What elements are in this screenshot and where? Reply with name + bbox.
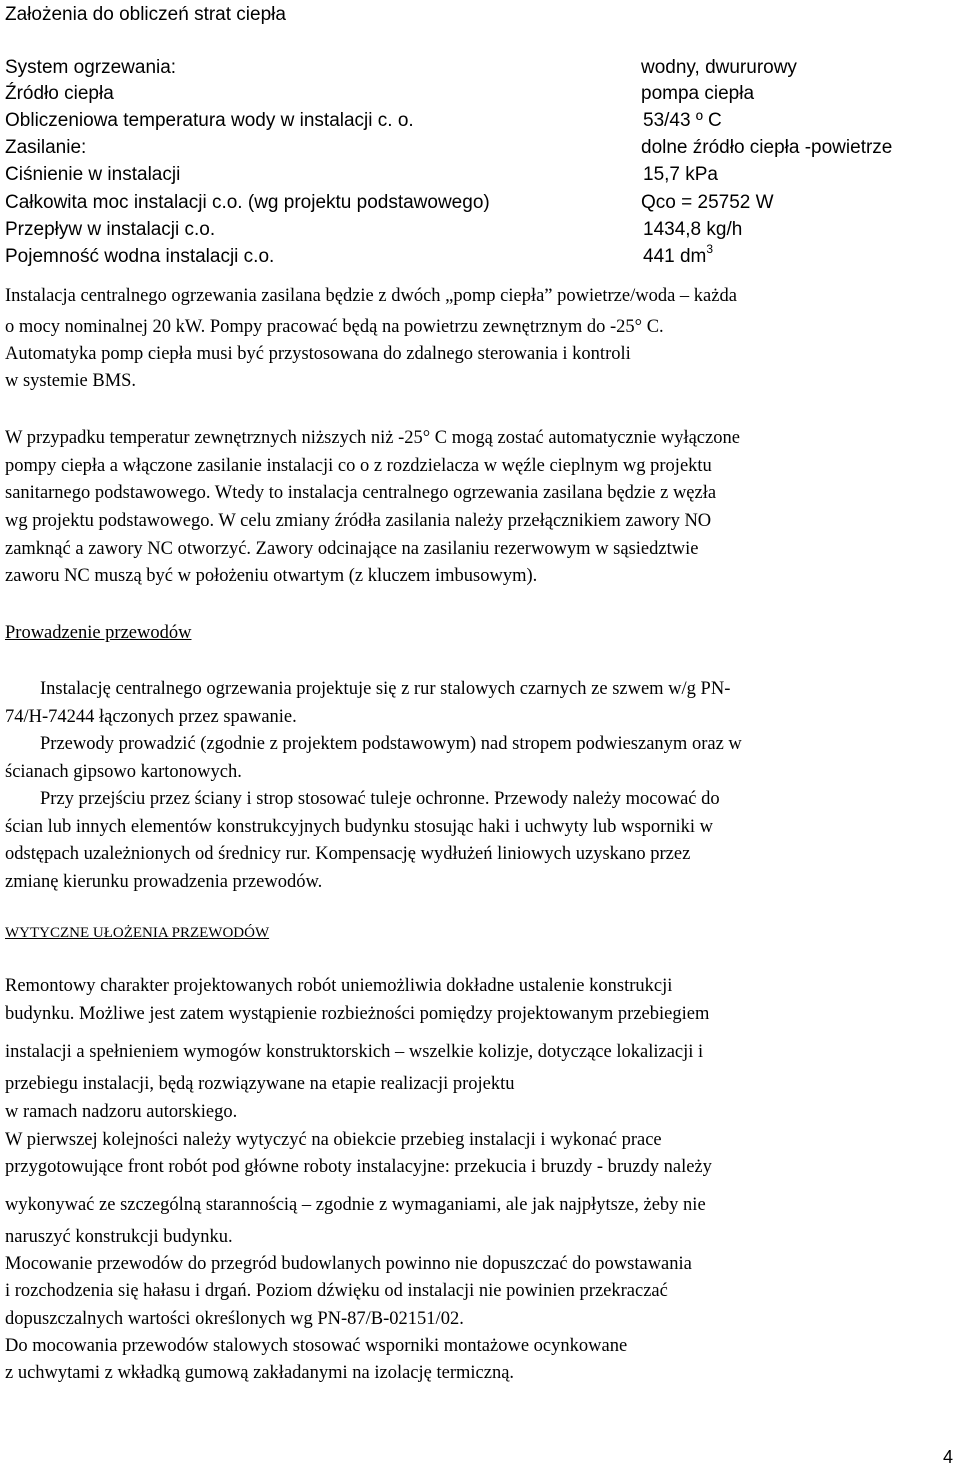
- text-line: zmianę kierunku prowadzenia przewodów.: [5, 872, 323, 892]
- param-label: Źródło ciepła: [5, 83, 114, 104]
- page-number: 4: [943, 1447, 954, 1467]
- param-value: dolne źródło ciepła -powietrze: [641, 137, 893, 158]
- text-line: 74/H-74244 łączonych przez spawanie.: [5, 707, 297, 727]
- text-line: zaworu NC muszą być w położeniu otwartym (z kluczem imbusowym).: [5, 566, 538, 586]
- text-line: i rozchodzenia się hałasu i drgań. Poziom dźwięku od instalacji nie powinien przekraczać: [5, 1281, 668, 1301]
- text-line: wykonywać ze szczególną starannością – zgodnie z wymaganiami, ale jak najpłytsze, żeby nie: [5, 1195, 706, 1215]
- text-line: W pierwszej kolejności należy wytyczyć na obiekcie przebieg instalacji i wykonać prace: [5, 1130, 662, 1150]
- text-line: budynku. Możliwe jest zatem wystąpienie rozbieżności pomiędzy projektowanym przebiegiem: [5, 1004, 710, 1024]
- superscript: 3: [706, 242, 714, 256]
- text-line: zamknąć a zawory NC otworzyć. Zawory odcinające na zasilaniu rezerwowym w sąsiedztwie: [5, 539, 699, 559]
- text-line: w systemie BMS.: [5, 371, 137, 391]
- text-line: W przypadku temperatur zewnętrznych niższych niż -25° C mogą zostać automatycznie wyłączone: [5, 428, 740, 448]
- text-line: przygotowujące front robót pod główne roboty instalacyjne: przekucia i bruzdy - bruzdy należy: [5, 1157, 712, 1177]
- param-label: Obliczeniowa temperatura wody w instalacji c. o.: [5, 110, 414, 131]
- section-title-piping: Prowadzenie przewodów: [5, 623, 192, 643]
- section-title-guidelines: WYTYCZNE UŁOŻENIA PRZEWODÓW: [5, 925, 270, 941]
- text-line: o mocy nominalnej 20 kW. Pompy pracować będą na powietrzu zewnętrznym do -25° C.: [5, 317, 664, 337]
- param-label: Całkowita moc instalacji c.o. (wg projektu podstawowego): [5, 192, 490, 213]
- param-label: System ogrzewania:: [5, 57, 177, 78]
- param-label: Ciśnienie w instalacji: [5, 164, 181, 185]
- text-line: Instalacja centralnego ogrzewania zasilana będzie z dwóch „pomp ciepła” powietrze/woda – każda: [5, 286, 737, 306]
- text-line: przebiegu instalacji, będą rozwiązywane na etapie realizacji projektu: [5, 1074, 515, 1094]
- param-value: 1434,8 kg/h: [643, 219, 743, 240]
- text-line: Mocowanie przewodów do przegród budowlanych powinno nie dopuszczać do powstawania: [5, 1254, 692, 1274]
- text-line: Instalację centralnego ogrzewania projektuje się z rur stalowych czarnych ze szwem w/g PN-: [40, 679, 731, 699]
- param-value: 15,7 kPa: [643, 164, 718, 185]
- param-value: Qco = 25752 W: [641, 192, 774, 213]
- text-line: Przy przejściu przez ściany i strop stosować tuleje ochronne. Przewody należy mocować do: [40, 789, 720, 809]
- text-line: sanitarnego podstawowego. Wtedy to instalacja centralnego ogrzewania zasilana będzie z węzła: [5, 483, 717, 503]
- param-label: Przepływ w instalacji c.o.: [5, 219, 216, 240]
- text-line: w ramach nadzoru autorskiego.: [5, 1102, 238, 1122]
- text-line: Automatyka pomp ciepła musi być przystosowana do zdalnego sterowania i kontroli: [5, 344, 631, 364]
- param-value: [643, 242, 714, 267]
- param-value-text: 441 dm: [643, 246, 707, 267]
- page-heading: Założenia do obliczeń strat ciepła: [5, 4, 286, 25]
- text-line: ścianach gipsowo kartonowych.: [5, 762, 242, 782]
- text-line: instalacji a spełnieniem wymogów konstruktorskich – wszelkie kolizje, dotyczące lokalizacji i: [5, 1042, 704, 1062]
- text-line: wg projektu podstawowego. W celu zmiany źródła zasilania należy przełącznikiem zawory NO: [5, 511, 712, 531]
- param-value: wodny, dwururowy: [641, 57, 797, 78]
- text-line: odstępach uzależnionych od średnicy rur. Kompensację wydłużeń liniowych uzyskano przez: [5, 844, 691, 864]
- param-value: 53/43 º C: [643, 110, 722, 131]
- text-line: Remontowy charakter projektowanych robót uniemożliwia dokładne ustalenie konstrukcji: [5, 976, 673, 996]
- param-value: pompa ciepła: [641, 83, 755, 104]
- text-line: Przewody prowadzić (zgodnie z projektem podstawowym) nad stropem podwieszanym oraz w: [40, 734, 742, 754]
- param-label: Pojemność wodna instalacji c.o.: [5, 246, 275, 267]
- text-line: ścian lub innych elementów konstrukcyjnych budynku stosując haki i uchwyty lub wsporniki w: [5, 817, 714, 837]
- text-line: z uchwytami z wkładką gumową zakładanymi na izolację termiczną.: [5, 1363, 515, 1383]
- param-label: Zasilanie:: [5, 137, 87, 158]
- text-line: naruszyć konstrukcji budynku.: [5, 1227, 233, 1247]
- text-line: dopuszczalnych wartości określonych wg PN-87/B-02151/02.: [5, 1309, 464, 1329]
- text-line: Do mocowania przewodów stalowych stosować wsporniki montażowe ocynkowane: [5, 1336, 628, 1356]
- text-line: pompy ciepła a włączone zasilanie instalacji co o z rozdzielacza w węźle cieplnym wg projektu: [5, 456, 712, 476]
